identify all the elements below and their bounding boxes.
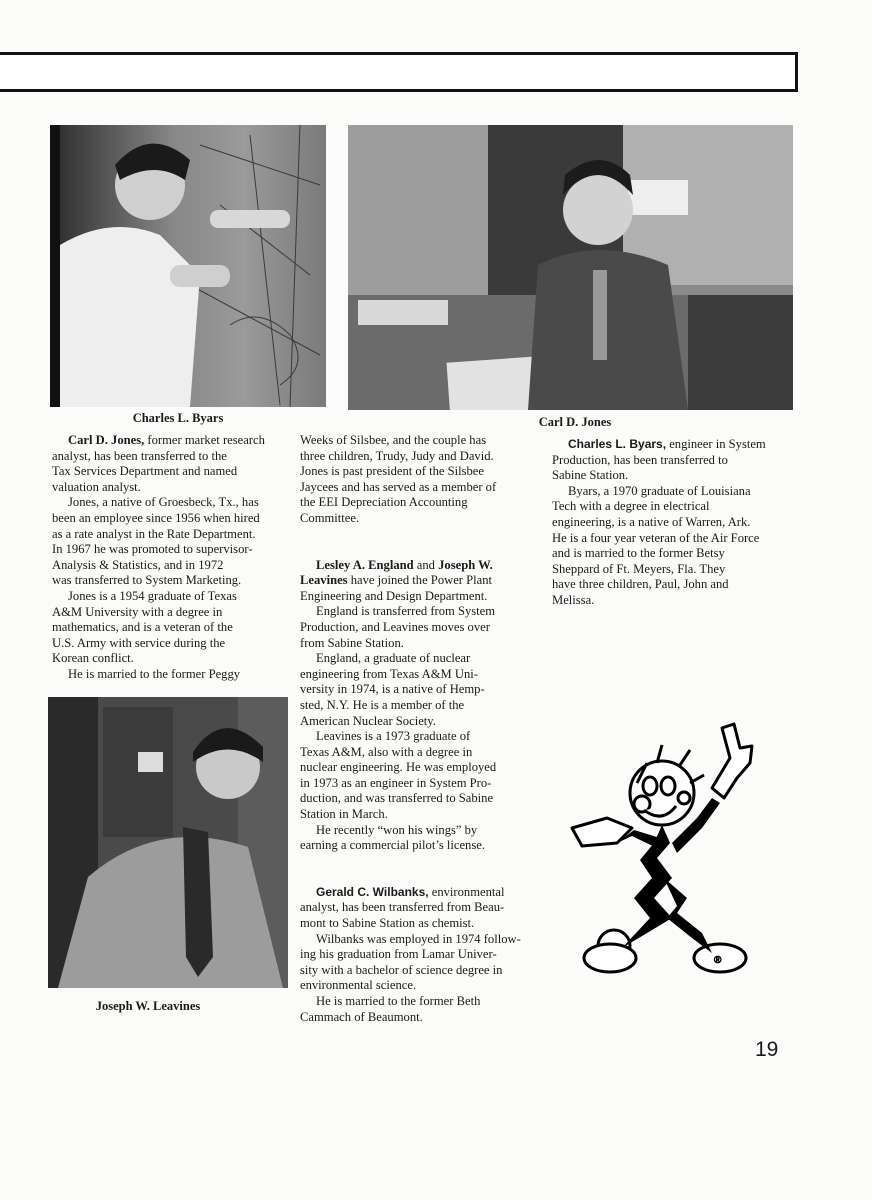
caption-photo1: Charles L. Byars: [132, 411, 224, 425]
svg-text:®: ®: [714, 955, 722, 966]
paragraph: Leavines is a 1973 graduate of Texas A&M, also with a degree in nuclear engineering. He was employed in 1973 as an engineer in System Pro- duction, and was transferred to Sabine Station in March.: [300, 729, 497, 822]
paragraph: He is married to the former Beth Cammach of Beaumont.: [300, 994, 481, 1024]
page-number: 19: [755, 1038, 779, 1061]
photo-joseph-leavines-illustration: [48, 697, 288, 988]
paragraph: Jones is a 1954 graduate of Texas A&M University with a degree in mathematics, and is a veteran of the U.S. Army with service during the Korean conflict.: [52, 588, 237, 666]
paragraph: Jones, a native of Groesbeck, Tx., has been an employee since 1956 when hired as a rate analyst in the Rate Department. In 1967 he was promoted to supervisor- Analysis & Statistics, and in 1972 was transferred to System Marketing.: [52, 495, 260, 588]
paragraph: Wilbanks was employed in 1974 follow- ing his graduation from Lamar Univer- sity with a bachelor of science degree in environmental science.: [300, 931, 521, 993]
header-rule-box: [0, 52, 798, 92]
paragraph-carl-jones-intro: [52, 433, 302, 495]
name-joseph-leavines: Joseph W. Leavines: [300, 557, 493, 588]
article-column-2: [300, 433, 552, 1025]
photo-charles-byars-illustration: [50, 125, 326, 407]
name-gerald-wilbanks: Gerald C. Wilbanks,: [316, 884, 429, 899]
paragraph: He recently “won his wings” by earning a commercial pilot’s license.: [300, 822, 485, 853]
photo-charles-byars: [50, 125, 326, 407]
photo-carl-jones-illustration: [348, 125, 793, 410]
paragraph-text: and: [413, 557, 439, 572]
photo-carl-jones: [348, 125, 793, 410]
paragraph-text: engineer in System Production, has been transferred to Sabine Station.: [552, 437, 766, 483]
paragraph: England is transferred from System Production, and Leavines moves over from Sabine Station.: [300, 604, 496, 650]
paragraph: England, a graduate of nuclear engineering from Texas A&M Uni- versity in 1974, is a native of Hemp- sted, N.Y. He is a member of the American Nuclear Society.: [300, 651, 485, 728]
article-column-1: [52, 433, 302, 683]
caption-photo2: Carl D. Jones: [538, 415, 612, 429]
paragraph-text: have joined the Power Plant Engineering and Design Department.: [300, 573, 493, 603]
paragraph: Weeks of Silsbee, and the couple has three children, Trudy, Judy and David. Jones is past president of the Silsbee Jaycees and has served as a member of the EEI Depreciation Accounting Committee.: [300, 433, 497, 525]
name-carl-jones: Carl D. Jones,: [68, 433, 145, 447]
paragraph: Byars, a 1970 graduate of Louisiana Tech with a degree in electrical engineering, is a native of Warren, Ark. He is a four year veteran of the Air Force and is married to the former Betsy Sheppard of Ft. Meyers, Fla. They have three children, Paul, John and Melissa.: [552, 483, 760, 607]
article-column-3: [552, 437, 797, 609]
name-charles-byars: Charles L. Byars,: [568, 437, 667, 451]
paragraph-byars-intro: [552, 437, 797, 484]
paragraph: He is married to the former Peggy: [68, 666, 241, 681]
paragraph-wilbanks-intro: [300, 885, 552, 932]
reddy-kilowatt-mascot-illustration: [562, 718, 772, 988]
paragraph-text: environmental analyst, has been transferred from Beau- mont to Sabine Station as chemist.: [300, 884, 505, 931]
photo-joseph-leavines: [48, 697, 288, 988]
paragraph-text: former market research analyst, has been transferred to the Tax Services Department and named valuation analyst.: [52, 433, 265, 494]
name-lesley-england: Lesley A. England: [316, 557, 414, 572]
caption-photo3: Joseph W. Leavines: [95, 999, 201, 1013]
paragraph-england-leavines-intro: [300, 558, 552, 605]
